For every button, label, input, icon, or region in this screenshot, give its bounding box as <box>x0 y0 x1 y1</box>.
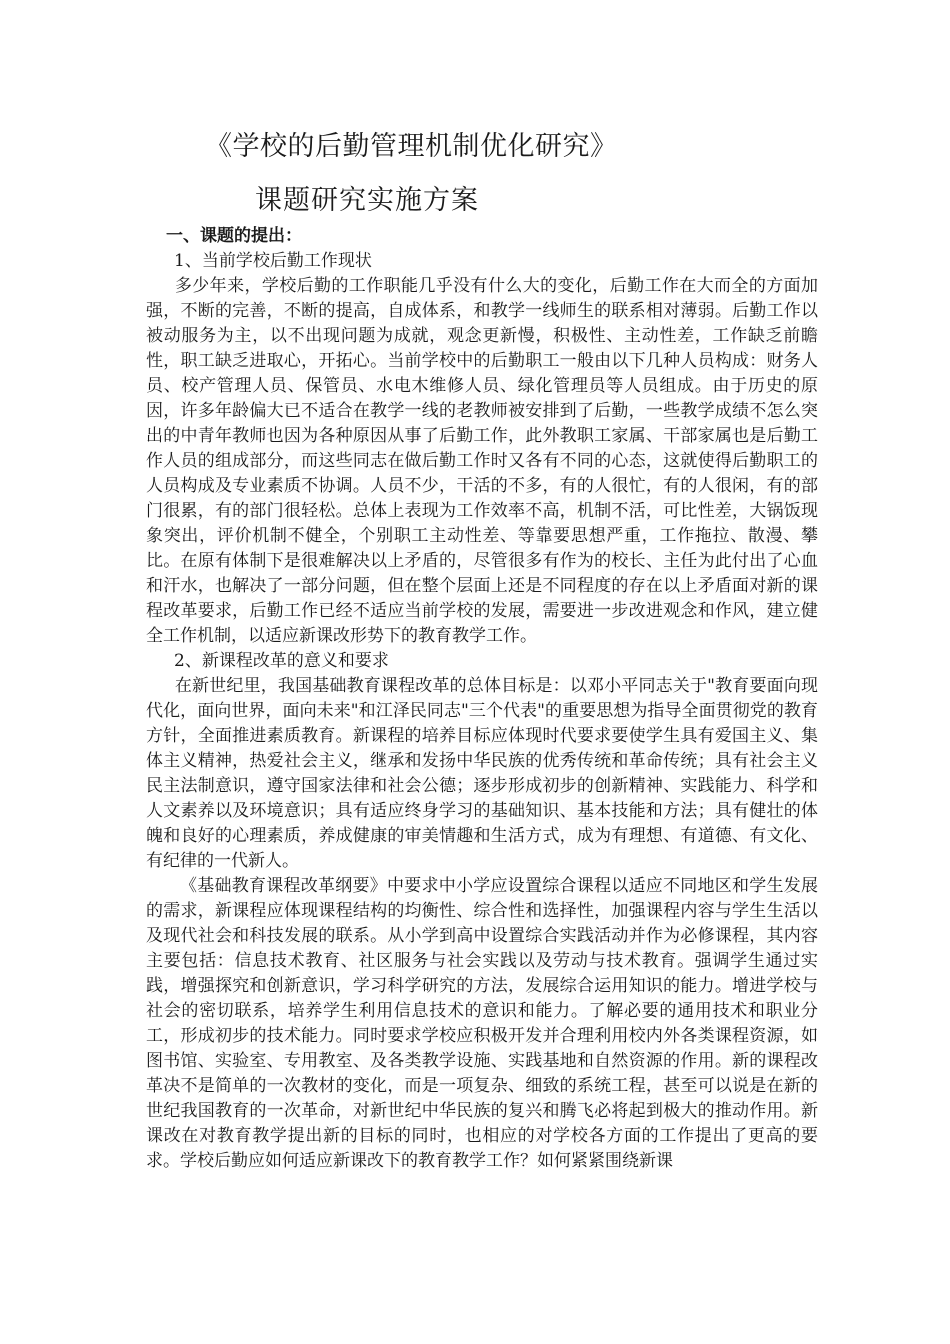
paragraph-reform-outline: 《基础教育课程改革纲要》中要求中小学应设置综合课程以适应不同地区和学生发展的需求，新课程应体现课程结构的均衡性、综合性和选择性，加强课程内容与学生生活以及现代社会和科技发展的联系。从小学到高中设置综合实践活动并作为必修课程，其内容主要包括：信息技术教育、社区服务与社会实践以及劳动与技术教育。强调学生通过实践，增强探究和创新意识，学习科学研究的方法，发展综合运用知识的能力。增进学校与社会的密切联系，培养学生利用信息技术的意识和能力。了解必要的通用技术和职业分工，形成初步的技术能力。同时要求学校应积极开发并合理利用校内外各类课程资源，如图书馆、实验室、专用教室、及各类教学设施、实践基地和自然资源的作用。新的课程改革决不是简单的一次教材的变化，而是一项复杂、细致的系统工程，甚至可以说是在新的世纪我国教育的一次革命，对新世纪中华民族的复兴和腾飞必将起到极大的推动作用。新课改在对教育教学提出新的目标的同时，也相应的对学校各方面的工作提出了更高的要求。学校后勤应如何适应新课改下的教育教学工作？如何紧紧围绕新课 <box>146 876 818 1171</box>
document-title: 《学校的后勤管理机制优化研究》 <box>205 131 618 162</box>
document-subtitle: 课题研究实施方案 <box>255 185 479 216</box>
paragraph-current-status: 多少年来，学校后勤的工作职能几乎没有什么大的变化，后勤工作在大而全的方面加强，不断的完善，不断的提高，自成体系，和教学一线师生的联系相对薄弱。后勤工作以被动服务为主，以不出现问题为成就，观念更新慢，积极性、主动性差，工作缺乏前瞻性，职工缺乏进取心，开拓心。当前学校中的后勤职工一般由以下几种人员构成：财务人员、校产管理人员、保管员、水电木维修人员、绿化管理员等人员组成。由于历史的原因，许多年龄偏大已不适合在教学一线的老教师被安排到了后勤，一些教学成绩不怎么突出的中青年教师也因为各种原因从事了后勤工作，此外教职工家属、干部家属也是后勤工作人员的组成部分，而这些同志在做后勤工作时又各有不同的心态，这就使得后勤职工的人员构成及专业素质不协调。人员不少，干活的不多，有的人很忙，有的人很闲，有的部门很累，有的部门很轻松。总体上表现为工作效率不高，机制不活，可比性差，大锅饭现象突出，评价机制不健全，个别职工主动性差、等靠要思想严重，工作拖拉、散漫、攀比。在原有体制下是很难解决以上矛盾的，尽管很多有作为的校长、主任为此付出了心血和汗水，也解决了一部分问题，但在整个层面上还是不同程度的存在以上矛盾面对新的课程改革要求，后勤工作已经不适应当前学校的发展，需要进一步改进观念和作风，建立健全工作机制，以适应新课改形势下的教育教学工作。 <box>146 276 818 646</box>
subsection-heading-1: 1、当前学校后勤工作现状 <box>174 251 372 271</box>
subsection-heading-2: 2、新课程改革的意义和要求 <box>174 651 389 671</box>
paragraph-reform-goals: 在新世纪里，我国基础教育课程改革的总体目标是：以邓小平同志关于"教育要面向现代化，面向世界，面向未来"和江泽民同志"三个代表"的重要思想为指导全面贯彻党的教育方针，全面推进素质教育。新课程的培养目标应体现时代要求要使学生具有爱国主义、集体主义精神，热爱社会主义，继承和发扬中华民族的优秀传统和革命传统；具有社会主义民主法制意识，遵守国家法律和社会公德；逐步形成初步的创新精神、实践能力、科学和人文素养以及环境意识；具有适应终身学习的基础知识、基本技能和方法；具有健壮的体魄和良好的心理素质，养成健康的审美情趣和生活方式，成为有理想、有道德、有文化、有纪律的一代新人。 <box>146 676 818 871</box>
section-heading-1: 一、课题的提出： <box>166 226 302 246</box>
document-body <box>146 224 818 1174</box>
